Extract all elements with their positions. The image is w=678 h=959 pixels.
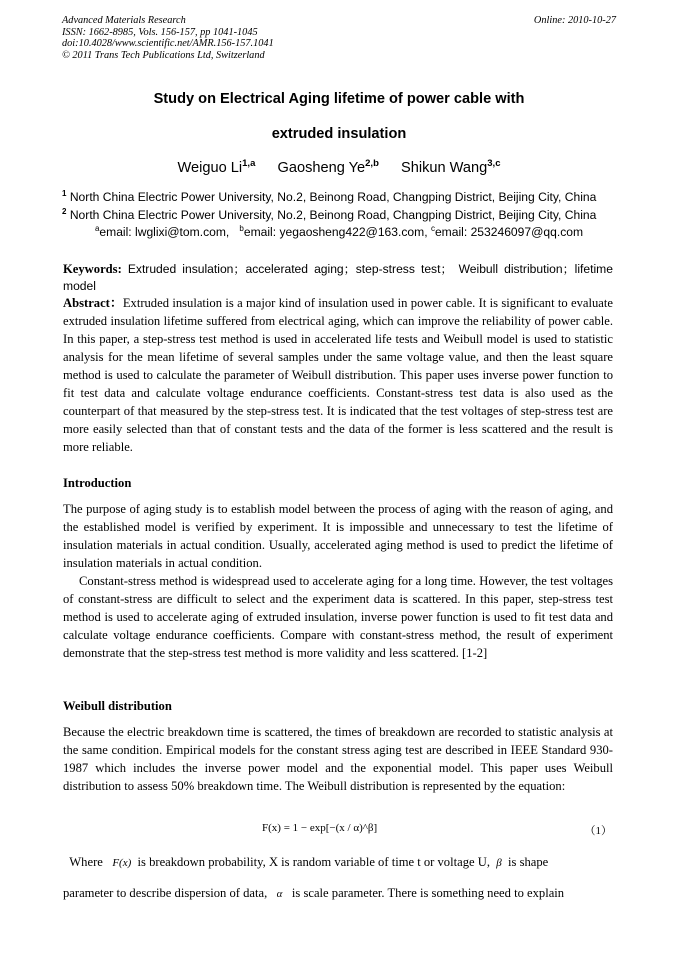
where-word: Where	[69, 855, 103, 869]
online-date: Online: 2010-10-27	[533, 15, 616, 26]
introduction-paragraph-1: The purpose of aging study is to establish model between the process of aging with the reason of aging, and the established model is verified by experiment. It is impossible and unnecessary to test the lifetime of insulation materials in actual condition. Usually, accelerated aging method is used to predict the lifetime of insulation materials in actual condition.	[63, 502, 613, 570]
email-superscript: c	[430, 224, 435, 233]
affiliation-number: 2	[62, 207, 67, 216]
affiliation-number: 1	[62, 189, 67, 198]
email-line	[0, 224, 678, 239]
where-text: is scale parameter. There is something need to explain	[291, 886, 565, 900]
email-text: email: 253246097@qq.com	[434, 225, 584, 239]
author-name: Gaosheng Ye	[277, 160, 366, 176]
issn-line: ISSN: 1662-8985, Vols. 156-157, pp 1041-1045	[62, 26, 258, 38]
where-line-1	[63, 855, 613, 870]
paper-title-line-2: extruded insulation	[271, 126, 407, 142]
where-text: parameter to describe dispersion of data,	[63, 886, 268, 900]
doi-line: doi:10.4028/www.scientific.net/AMR.156-157.1041	[62, 38, 274, 50]
keywords-text: Extruded insulation；accelerated aging；step-stress test； Weibull distribution；lifetime model	[63, 262, 613, 293]
journal-header	[62, 15, 274, 61]
journal-name: Advanced Materials Research	[62, 15, 186, 26]
section-heading-weibull: Weibull distribution	[63, 699, 172, 713]
email-superscript: a	[94, 224, 100, 233]
author-name: Shikun Wang	[401, 160, 488, 176]
affiliation-text: North China Electric Power University, No.2, Beinong Road, Changping District, Beijing City, China	[69, 208, 597, 222]
email-text: email: lwglixi@tom.com,	[99, 225, 230, 239]
symbol-beta: β	[496, 857, 502, 869]
abstract-label: Abstract：	[63, 296, 123, 310]
email-text: email: yegaosheng422@163.com,	[243, 225, 428, 239]
keywords	[63, 261, 613, 295]
keywords-label: Keywords:	[63, 262, 122, 276]
affiliation-2	[62, 207, 614, 222]
symbol-alpha: α	[276, 888, 283, 900]
author-name: Weiguo Li	[177, 160, 243, 176]
author-list	[0, 158, 678, 176]
where-text: is shape	[508, 855, 549, 869]
affiliation-text: North China Electric Power University, No.2, Beinong Road, Changping District, Beijing City, China	[69, 190, 597, 204]
email-superscript: b	[239, 224, 244, 233]
affiliation-1	[62, 189, 614, 204]
section-heading-introduction: Introduction	[63, 476, 132, 490]
abstract-text: Extruded insulation is a major kind of insulation used in power cable. It is significant to evaluate extruded insulation lifetime suffered from electrical aging, which can improve the reliability of power cable. In this paper, a step-stress test method is used in accelerated life tests and Weibull model is used to statistic analysis for the mean lifetime of several samples under the same voltage value, and then the least square method is used to calculate the parameter of Weibull distribution. This paper uses inverse power function to fit test data and calculate voltage endurance coefficients. Constant-stress test data is also used as the counterpart of that measured by the step-stress test. It is indicated that the test voltages of step-stress test are more easily selected than that of constant tests and the data of the former is less scattered and the result is more reliable.	[63, 296, 613, 454]
equation-1: F(x) = 1 − exp[−(x / α)^β]	[262, 822, 378, 834]
author-superscript: 3,c	[487, 158, 501, 169]
author-superscript: 1,a	[242, 158, 256, 169]
where-line-2	[63, 886, 613, 901]
author-superscript: 2,b	[365, 158, 379, 169]
copyright-line: © 2011 Trans Tech Publications Ltd, Switzerland	[62, 49, 265, 61]
where-text: is breakdown probability, X is random variable of time t or voltage U,	[137, 855, 490, 869]
introduction-paragraph-2: Constant-stress method is widespread used to accelerate aging for a long time. However, the test voltages of constant-stress are difficult to select and the experiment data is scattered. In this paper, step-stress test method is used to accelerate aging of extruded insulation, inverse power function is used to fit test data and calculate voltage endurance coefficients. Compare with constant-stress method, the result of experiment demonstrate that the step-stress test method is more validity and less scattered. [1-2]	[63, 574, 613, 660]
paper-title-line-1: Study on Electrical Aging lifetime of power cable with	[153, 91, 525, 107]
symbol-fx: F(x)	[112, 857, 132, 869]
weibull-paragraph: Because the electric breakdown time is scattered, the times of breakdown are recorded to statistic analysis at the same condition. Empirical models for the constant stress aging test are described in IEEE Standard 930-1987 which includes the inverse power model and the exponential model. This paper uses Weibull distribution to assess 50% breakdown time. The Weibull distribution is represented by the equation:	[63, 725, 613, 793]
abstract	[63, 294, 613, 456]
equation-number: （1）	[584, 825, 612, 837]
